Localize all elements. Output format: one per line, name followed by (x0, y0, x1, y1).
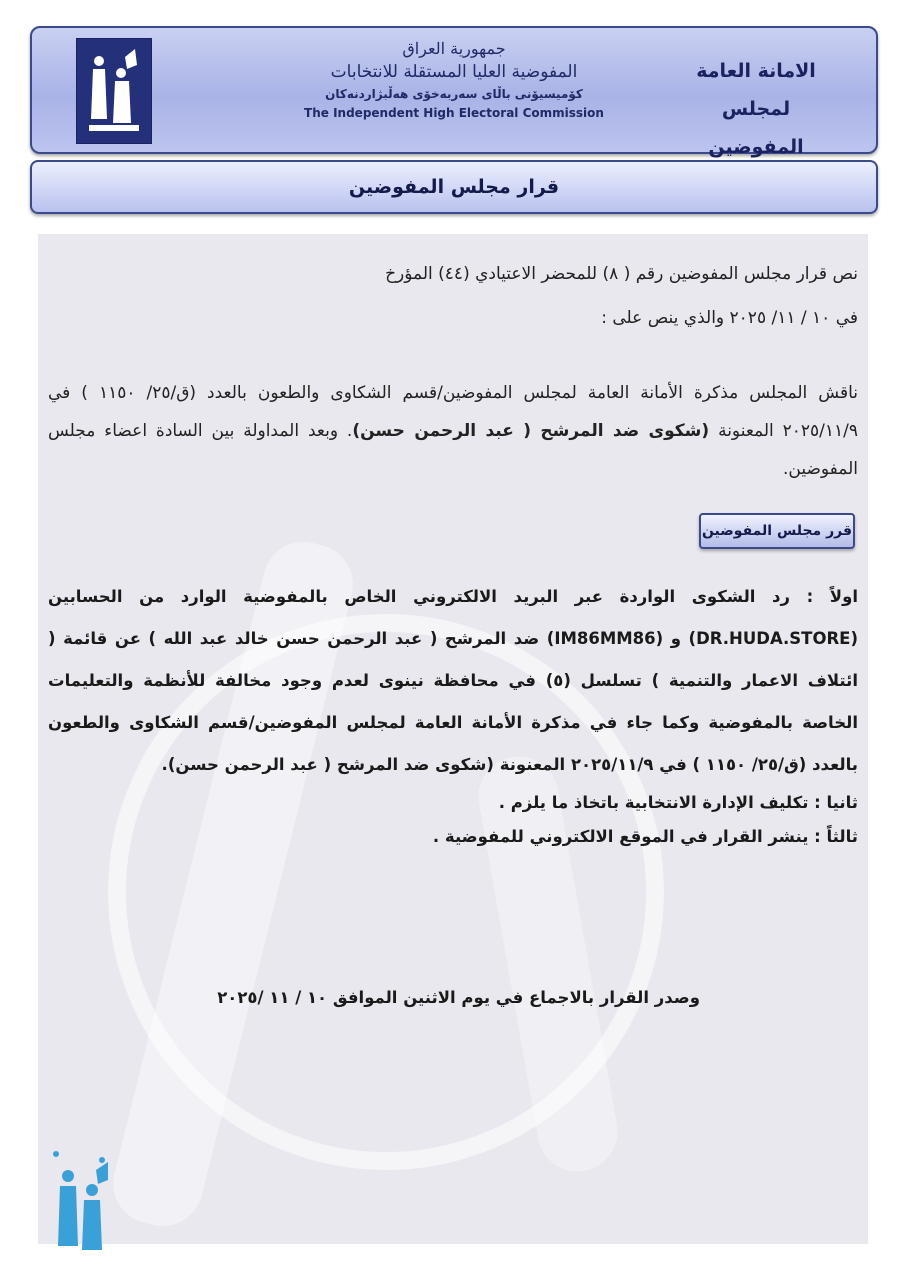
complaint-subject: (شكوى ضد المرشح ( عبد الرحمن حسن) (352, 421, 710, 441)
commission-logo (76, 38, 152, 144)
intro-paragraph (48, 252, 858, 340)
corner-logo (46, 1146, 110, 1258)
intro-line1: نص قرار مجلس المفوضين رقم ( ٨) للمحضر الاعتيادي (٤٤) المؤرخ (385, 264, 858, 284)
org-name-english: The Independent High Electoral Commission (304, 106, 604, 120)
secretariat-title (686, 52, 826, 166)
secretariat-line2: لمجلس المفوضين (708, 98, 804, 158)
decision-items (48, 576, 858, 854)
commission-logo-icon (77, 39, 151, 143)
org-name-arabic: المفوضية العليا المستقلة للانتخابات (330, 62, 578, 82)
org-name-republic: جمهورية العراق (402, 39, 506, 58)
document-title: قرار مجلس المفوضين (30, 160, 878, 214)
corner-logo-icon (46, 1146, 110, 1258)
secretariat-line1: الامانة العامة (696, 60, 816, 82)
decision-item-first: اولاً : رد الشكوى الواردة عبر البريد الالكتروني الخاص بالمفوضية الوارد من الحسابين (DR.HUDA.STORE) و (IM86MM86) ضد المرشح ( عبد الرحمن حسن خالد عبد الله ) عن قائمة ( ائتلاف الاعمار والتنمية ) تسلسل (٥) في محافظة نينوى لعدم وجود مخالفة للأنظمة والتعليمات الخاصة بالمفوضية وكما جاء في مذكرة الأمانة العامة لمجلس المفوضين/قسم الشكاوى والطعون بالعدد (ق/٢٥/ ١١٥٠ ) في ٢٠٢٥/١١/٩ المعنونة (شكوى ضد المرشح ( عبد الرحمن حسن). (48, 587, 858, 774)
decision-badge: قرر مجلس المفوضين (699, 513, 855, 549)
decision-item-third: ثالثاً : ينشر القرار في الموقع الالكتروني للمفوضية . (432, 827, 858, 846)
discussion-text: ناقش المجلس مذكرة الأمانة العامة لمجلس المفوضين/قسم الشكاوى والطعون بالعدد (ق/٢٥/ ١١٥٠ ) في ٢٠٢٥/١١/٩ المعنونة (48, 383, 859, 441)
discussion-paragraph (48, 374, 858, 488)
discussion-text-end: . وبعد المداولة بين السادة اعضاء مجلس المفوضين. (48, 421, 858, 479)
organization-name-block (294, 38, 614, 148)
header-banner (30, 26, 878, 158)
decision-item-second: ثانيا : تكليف الإدارة الانتخابية باتخاذ ما يلزم . (498, 793, 858, 812)
intro-line2: في ١٠ / ١١/ ٢٠٢٥ والذي ينص على : (601, 308, 858, 328)
org-name-kurdish: كۆمیسیۆنی باڵای سەربەخۆی هەڵبژاردنەکان (325, 87, 583, 101)
issuance-statement: وصدر القرار بالاجماع في يوم الاثنين الموافق ١٠ / ١١ /٢٠٢٥ (217, 988, 700, 1007)
